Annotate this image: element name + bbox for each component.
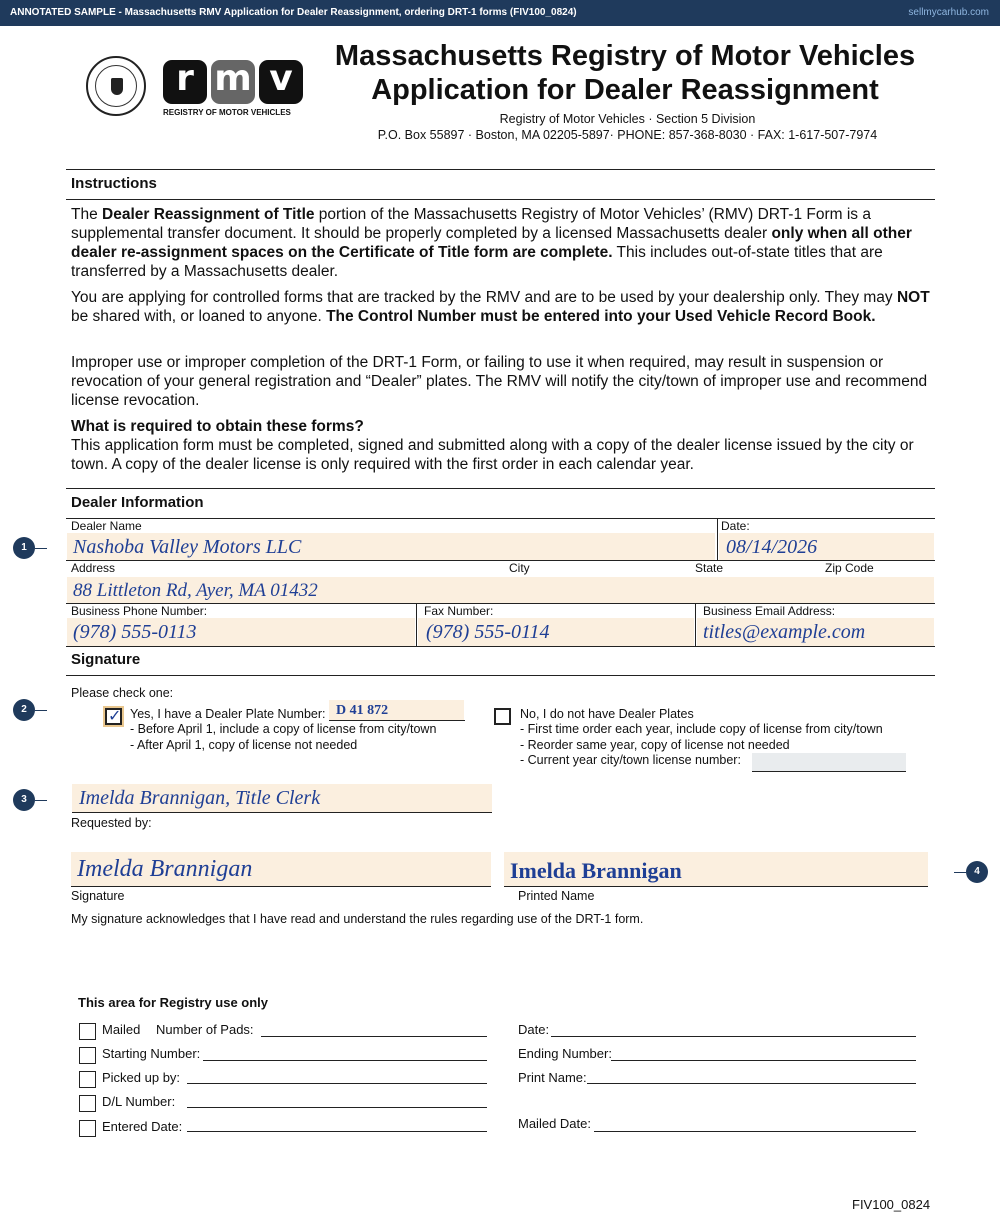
signature-value: Imelda Brannigan bbox=[77, 856, 253, 882]
ending-number-label: Ending Number: bbox=[518, 1046, 612, 1061]
requirements-heading: What is required to obtain these forms? bbox=[71, 418, 364, 435]
business-phone-label: Business Phone Number: bbox=[71, 604, 208, 618]
print-name-line[interactable] bbox=[587, 1083, 916, 1084]
registry-use-heading: This area for Registry use only bbox=[78, 995, 269, 1010]
printed-name-label: Printed Name bbox=[518, 889, 595, 903]
instructions-heading: Instructions bbox=[71, 175, 157, 192]
registry-date-label: Date: bbox=[518, 1022, 550, 1037]
mailed-checkbox[interactable] bbox=[79, 1023, 96, 1040]
printed-name-value: Imelda Brannigan bbox=[510, 858, 682, 883]
business-email-value: titles@example.com bbox=[703, 621, 866, 643]
fax-number-label: Fax Number: bbox=[424, 604, 494, 618]
banner-title: ANNOTATED SAMPLE - Massachusetts RMV Application for Dealer Reassignment, ordering DRT-1 forms (FIV100_0824) bbox=[10, 7, 577, 18]
printed-name-underline bbox=[504, 886, 928, 887]
top-banner bbox=[0, 0, 1000, 26]
print-name-label: Print Name: bbox=[518, 1070, 587, 1085]
instructions-paragraph-3: Improper use or improper completion of the DRT-1 Form, or failing to use it when required, may result in suspension or revocation of your general registration and “Dealer” plates. The RMV will notify the city/town of improper use and recommend license revocation. bbox=[71, 354, 928, 409]
mailed-date-label: Mailed Date: bbox=[518, 1116, 591, 1131]
marker-connector bbox=[954, 872, 966, 873]
divider bbox=[717, 518, 718, 560]
divider bbox=[66, 518, 935, 519]
banner-site-link[interactable]: sellmycarhub.com bbox=[908, 7, 989, 18]
dealer-plate-number-underline bbox=[329, 720, 465, 721]
marker-connector bbox=[35, 710, 47, 711]
contact-subtitle: P.O. Box 55897 · Boston, MA 02205-5897· PHONE: 857-368-8030 · FAX: 1-617-507-7974 bbox=[377, 128, 878, 142]
fax-number-value: (978) 555-0114 bbox=[426, 621, 550, 643]
acknowledgement-text: My signature acknowledges that I have read and understand the rules regarding use of the DRT-1 form. bbox=[71, 912, 644, 926]
business-email-label: Business Email Address: bbox=[703, 604, 836, 618]
state-label: State bbox=[695, 561, 724, 575]
divider bbox=[66, 560, 935, 561]
divider bbox=[66, 675, 935, 676]
address-label: Address bbox=[71, 561, 116, 575]
dl-number-line[interactable] bbox=[187, 1107, 487, 1108]
form-code: FIV100_0824 bbox=[852, 1197, 931, 1212]
business-phone-value: (978) 555-0113 bbox=[73, 621, 197, 643]
requested-by-value: Imelda Brannigan, Title Clerk bbox=[79, 787, 321, 809]
annotation-marker-2[interactable]: 2 bbox=[13, 699, 35, 721]
instructions-paragraph-1: The Dealer Reassignment of Title portion of the Massachusetts Registry of Motor Vehicles’ (RMV) DRT-1 Form is a supplemental transfer document. It should be properly completed by a licensed Massachusetts dealer only when all other dealer re-assignment spaces on the Certificate of Title form are complete. This includes out-of-state titles that are transferred by a Massachusetts dealer. bbox=[71, 206, 912, 280]
requested-by-underline bbox=[72, 812, 492, 813]
city-label: City bbox=[509, 561, 530, 575]
no-dealer-plates-checkbox[interactable] bbox=[494, 708, 511, 725]
mailed-label: Mailed bbox=[102, 1022, 141, 1037]
mailed-date-line[interactable] bbox=[594, 1131, 916, 1132]
annotation-marker-3[interactable]: 3 bbox=[13, 789, 35, 811]
yes-note-2: - After April 1, copy of license not needed bbox=[130, 738, 358, 752]
dealer-name-label: Dealer Name bbox=[71, 519, 142, 533]
no-dealer-plates-label: No, I do not have Dealer Plates bbox=[520, 707, 694, 721]
no-note-3: - Current year city/town license number: bbox=[520, 753, 741, 767]
address-value: 88 Littleton Rd, Ayer, MA 01432 bbox=[73, 580, 318, 601]
dealer-plates-yes-label: Yes, I have a Dealer Plate Number: bbox=[130, 707, 326, 721]
massachusetts-seal-icon bbox=[86, 56, 146, 116]
marker-connector bbox=[35, 800, 47, 801]
requested-by-label: Requested by: bbox=[71, 816, 152, 830]
divider bbox=[66, 488, 935, 489]
dealer-name-value: Nashoba Valley Motors LLC bbox=[73, 536, 302, 558]
divider bbox=[66, 169, 935, 170]
picked-up-by-line[interactable] bbox=[187, 1083, 487, 1084]
dealer-info-heading: Dealer Information bbox=[71, 494, 204, 511]
no-note-1: - First time order each year, include copy of license from city/town bbox=[520, 722, 883, 736]
license-number-underline bbox=[752, 771, 906, 772]
dealer-plates-yes-checkbox[interactable] bbox=[105, 708, 122, 725]
annotation-marker-4[interactable]: 4 bbox=[966, 861, 988, 883]
license-number-field[interactable] bbox=[752, 753, 906, 771]
rmv-logo-letter-m: m bbox=[211, 60, 255, 104]
signature-label: Signature bbox=[71, 889, 125, 903]
ending-number-line[interactable] bbox=[611, 1060, 916, 1061]
starting-number-line[interactable] bbox=[203, 1060, 487, 1061]
yes-note-1: - Before April 1, include a copy of license from city/town bbox=[130, 722, 437, 736]
entered-date-checkbox[interactable] bbox=[79, 1120, 96, 1137]
instructions-paragraph-4: This application form must be completed, signed and submitted along with a copy of the dealer license issued by the city or town. A copy of the dealer license is only required with the first order in each calendar year. bbox=[71, 437, 914, 473]
date-label: Date: bbox=[721, 519, 750, 533]
picked-up-by-label: Picked up by: bbox=[102, 1070, 181, 1085]
starting-number-label: Starting Number: bbox=[102, 1046, 201, 1061]
zip-code-label: Zip Code bbox=[825, 561, 874, 575]
rmv-logo-letter-r: r bbox=[163, 60, 207, 104]
dl-number-label: D/L Number: bbox=[102, 1094, 176, 1109]
signature-heading: Signature bbox=[71, 651, 141, 668]
check-one-prompt: Please check one: bbox=[71, 686, 174, 700]
marker-connector bbox=[35, 548, 47, 549]
page-title-line-1: Massachusetts Registry of Motor Vehicles bbox=[334, 40, 916, 72]
rmv-logo-caption: REGISTRY OF MOTOR VEHICLES bbox=[163, 108, 291, 117]
registry-date-line[interactable] bbox=[551, 1036, 916, 1037]
rmv-logo-letter-v: v bbox=[259, 60, 303, 104]
dealer-plate-number-value: D 41 872 bbox=[336, 703, 389, 718]
no-note-2: - Reorder same year, copy of license not needed bbox=[520, 738, 790, 752]
signature-underline bbox=[71, 886, 491, 887]
divider bbox=[66, 199, 935, 200]
entered-date-label: Entered Date: bbox=[102, 1119, 183, 1134]
annotation-marker-1[interactable]: 1 bbox=[13, 537, 35, 559]
divider bbox=[695, 603, 696, 646]
number-of-pads-label: Number of Pads: bbox=[156, 1022, 254, 1037]
divider bbox=[66, 646, 935, 647]
starting-number-checkbox[interactable] bbox=[79, 1047, 96, 1064]
division-subtitle: Registry of Motor Vehicles · Section 5 Division bbox=[499, 112, 756, 126]
instructions-paragraph-2: You are applying for controlled forms that are tracked by the RMV and are to be used by your dealership only. They may NOT be shared with, or loaned to anyone. The Control Number must be entered into your Used Vehicle Record Book. bbox=[71, 289, 930, 325]
divider bbox=[416, 603, 417, 646]
checkmark-icon: ✓ bbox=[108, 708, 122, 725]
entered-date-line[interactable] bbox=[187, 1131, 487, 1132]
dl-number-checkbox[interactable] bbox=[79, 1095, 96, 1112]
number-of-pads-line[interactable] bbox=[261, 1036, 487, 1037]
picked-up-by-checkbox[interactable] bbox=[79, 1071, 96, 1088]
date-value: 08/14/2026 bbox=[726, 536, 818, 558]
page-title-line-2: Application for Dealer Reassignment bbox=[371, 74, 879, 106]
